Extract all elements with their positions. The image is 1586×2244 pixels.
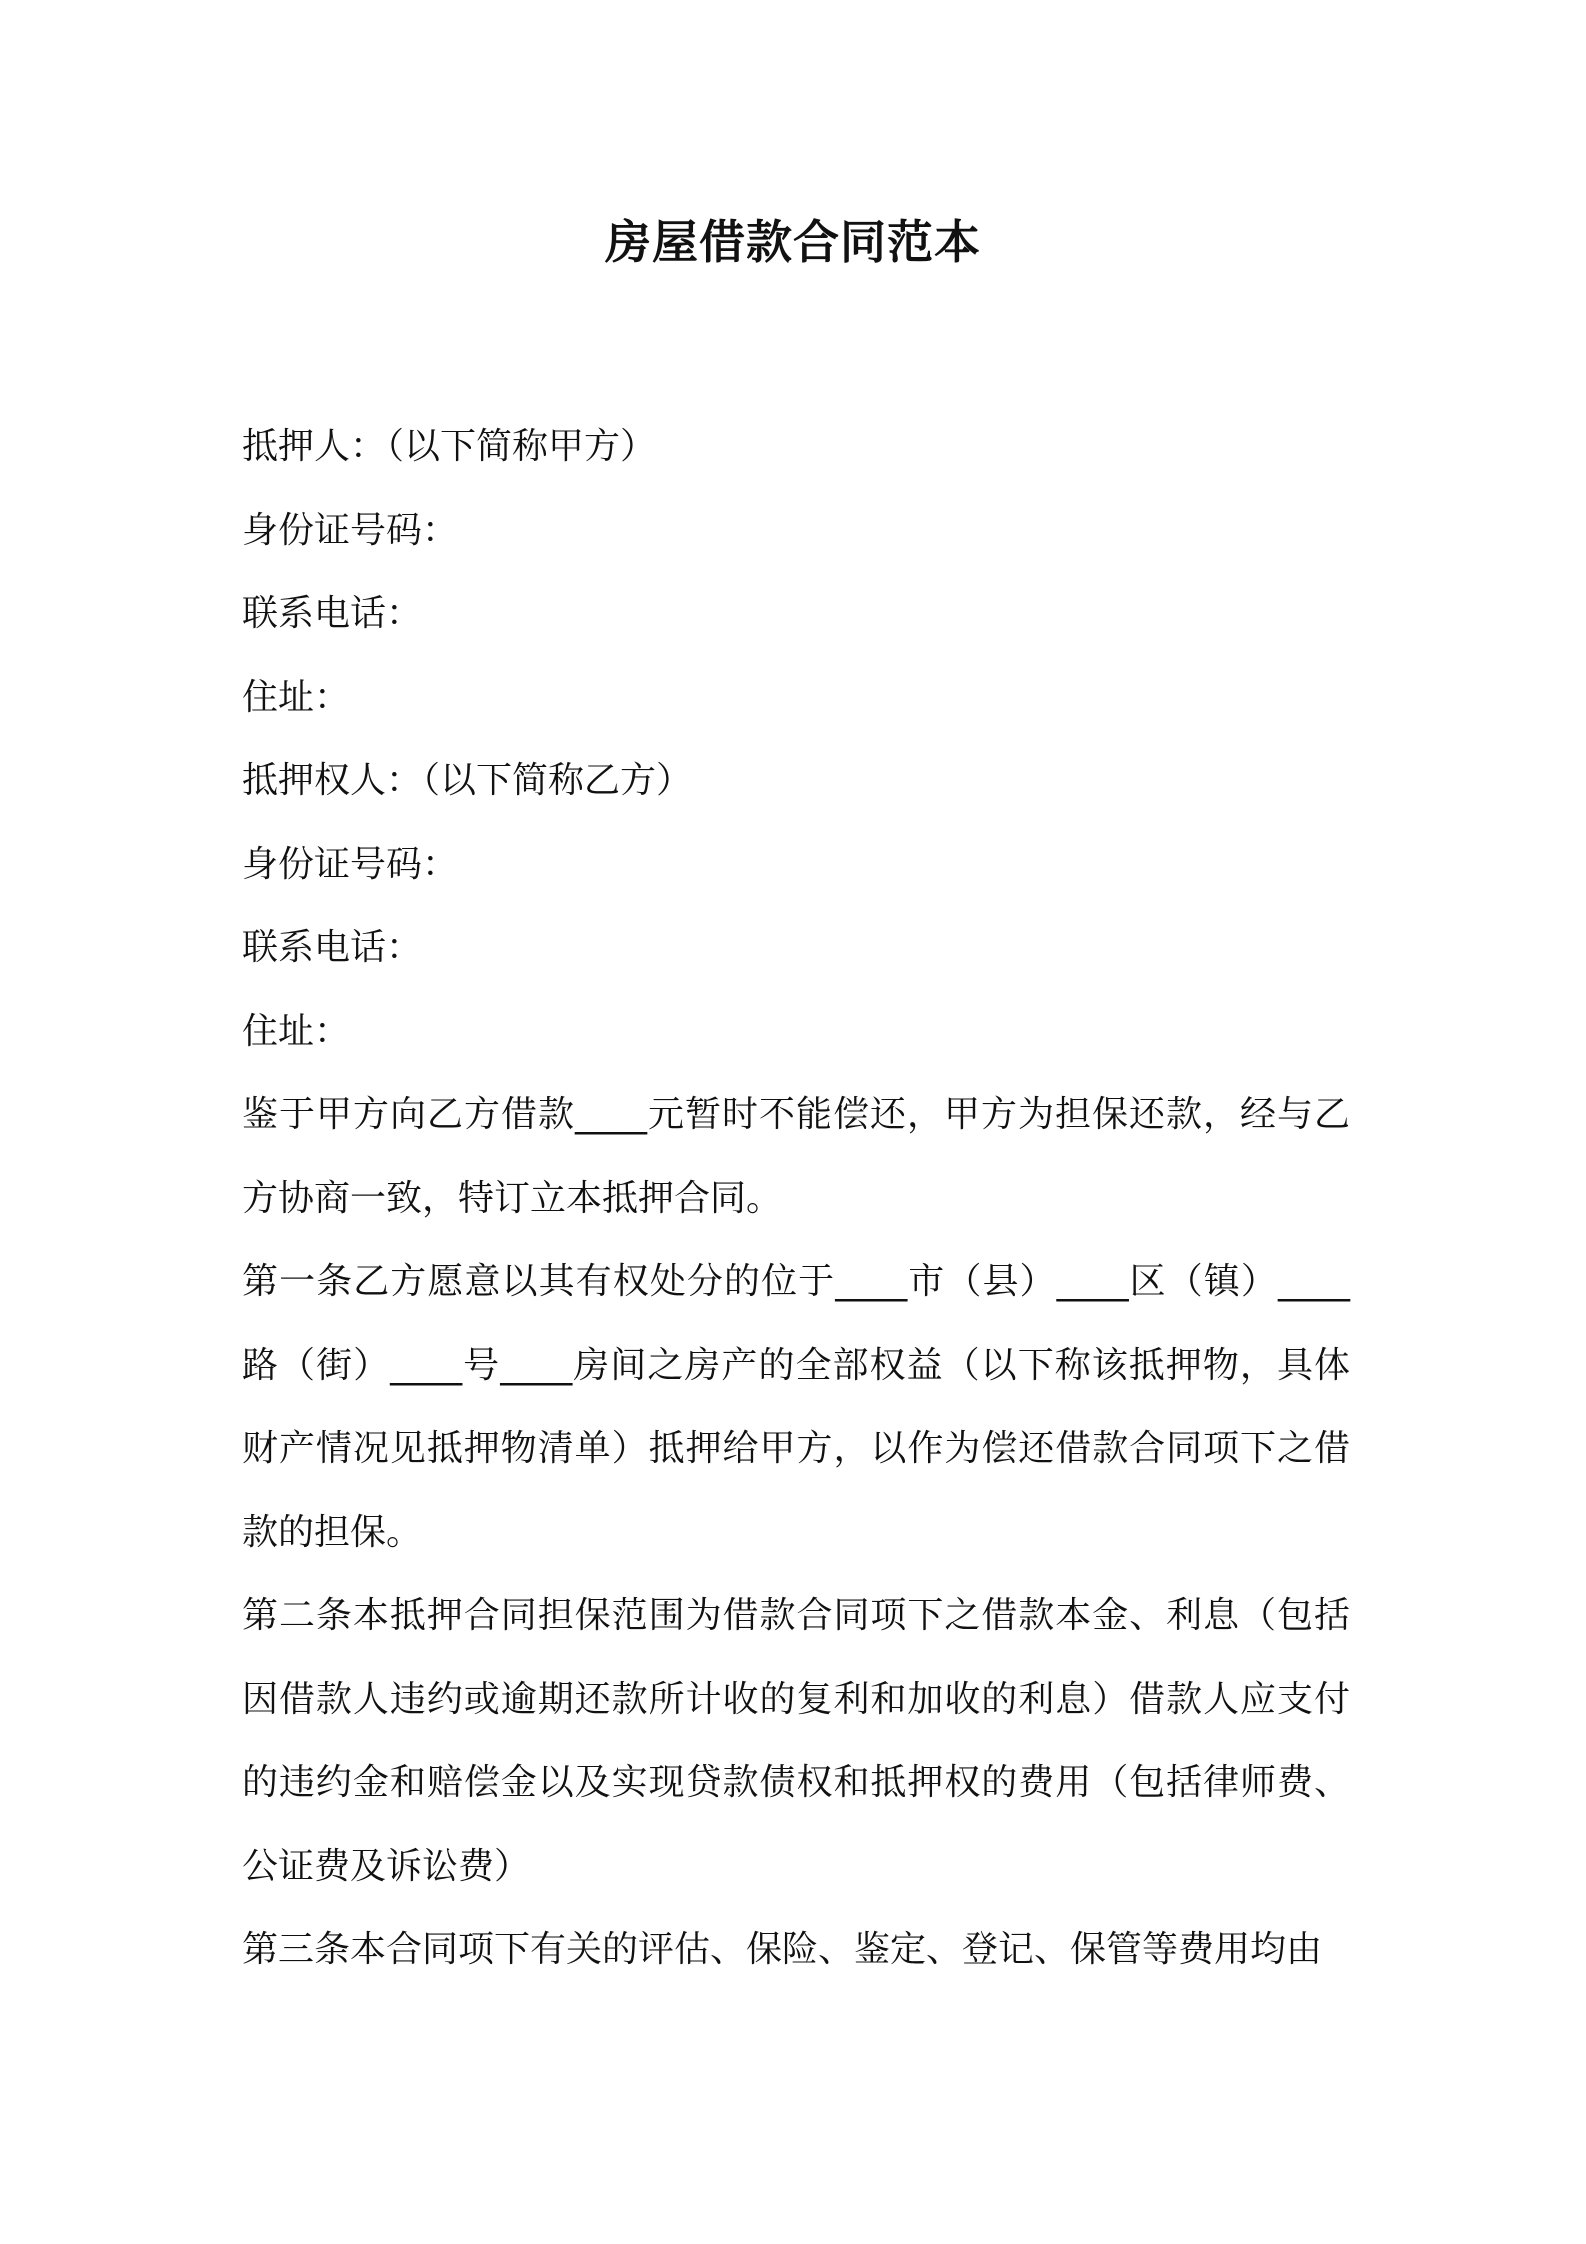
party-b-address: 住址： — [242, 1010, 351, 1052]
party-b-heading: 抵押权人：（以下简称乙方） — [242, 760, 693, 801]
document-body — [242, 405, 1350, 1992]
preamble-paragraph: 鉴于甲方向乙方借款____元暂时不能偿还，甲方为担保还款，经与乙方协商一致，特订立本抵押合同。 — [242, 1094, 1350, 1219]
article-2-paragraph: 第二条本抵押合同担保范围为借款合同项下之借款本金、利息（包括因借款人违约或逾期还款所计收的复利和加收的利息）借款人应支付的违约金和赔偿金以及实现贷款债权和抵押权的费用（包括律师费、公证费及诉讼费） — [242, 1595, 1350, 1887]
party-a-heading: 抵押人：（以下简称甲方） — [242, 426, 657, 467]
party-a-address: 住址： — [242, 676, 351, 718]
article-3-paragraph: 第三条本合同项下有关的评估、保险、鉴定、登记、保管等费用均由 — [242, 1929, 1323, 1970]
party-a-id-number: 身份证号码： — [242, 509, 459, 551]
party-b-id-number: 身份证号码： — [242, 843, 459, 885]
party-a-phone: 联系电话： — [242, 593, 423, 634]
document-title: 房屋借款合同范本 — [605, 215, 981, 269]
party-b-phone: 联系电话： — [242, 927, 423, 968]
article-1-paragraph: 第一条乙方愿意以其有权处分的位于____市（县）____区（镇）____路（街）____号____房间之房产的全部权益（以下称该抵押物，具体财产情况见抵押物清单）抵押给甲方，以作为偿还借款合同项下之借款的担保。 — [242, 1261, 1350, 1553]
